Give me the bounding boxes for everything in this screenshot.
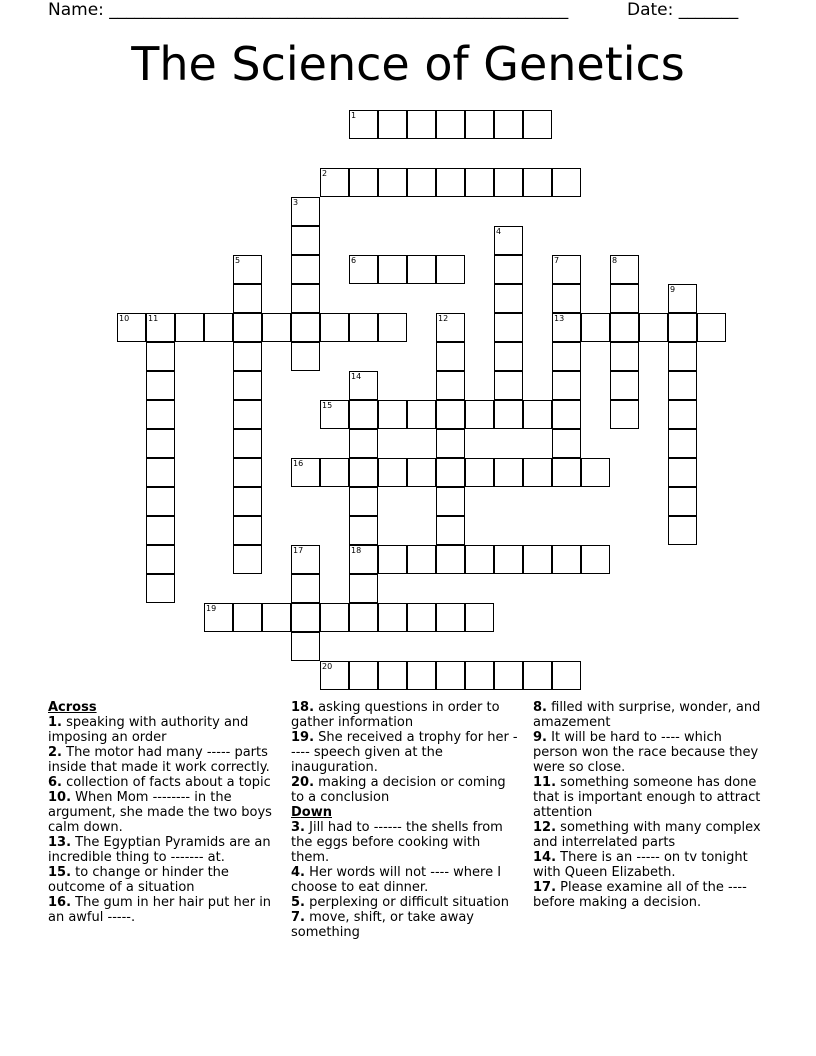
clue-number: 7. (291, 910, 305, 925)
clue-text: The motor had many ----- parts inside that made it work correctly. (48, 745, 270, 775)
across-heading: Across (48, 700, 97, 715)
grid-cell[interactable] (349, 255, 378, 284)
grid-cell[interactable] (378, 400, 407, 429)
grid-cell[interactable] (233, 516, 262, 545)
grid-cell[interactable] (233, 545, 262, 574)
grid-cell[interactable] (581, 545, 610, 574)
grid-cell[interactable] (523, 110, 552, 139)
cell-number: 2 (322, 169, 328, 178)
clue-text: something someone has done that is important enough to attract attention (533, 775, 761, 820)
clue-down-14 (533, 850, 763, 880)
grid-cell[interactable] (291, 255, 320, 284)
grid-cell[interactable] (465, 458, 494, 487)
clue-across-13 (48, 835, 273, 865)
grid-cell[interactable] (465, 168, 494, 197)
grid-cell[interactable] (465, 400, 494, 429)
grid-cell[interactable] (349, 400, 378, 429)
grid-cell[interactable] (552, 313, 581, 342)
clue-number: 4. (291, 865, 305, 880)
grid-cell[interactable] (436, 603, 465, 632)
cell-number: 1 (351, 111, 357, 120)
grid-cell[interactable] (523, 661, 552, 690)
grid-cell[interactable] (494, 226, 523, 255)
cell-number: 20 (322, 662, 333, 671)
grid-cell[interactable] (407, 168, 436, 197)
cell-number: 10 (119, 314, 130, 323)
grid-cell[interactable] (668, 371, 697, 400)
grid-cell[interactable] (378, 110, 407, 139)
grid-cell[interactable] (610, 255, 639, 284)
clue-across-19 (291, 730, 521, 775)
grid-cell[interactable] (668, 284, 697, 313)
name-field[interactable]: Name: ______________________________________________________ (48, 0, 569, 20)
grid-cell[interactable] (407, 603, 436, 632)
clue-down-11 (533, 775, 763, 820)
grid-cell[interactable] (146, 487, 175, 516)
cell-number: 12 (438, 314, 449, 323)
clue-across-2 (48, 745, 273, 775)
grid-cell[interactable] (552, 255, 581, 284)
clue-text: speaking with authority and imposing an order (48, 715, 249, 745)
grid-cell[interactable] (320, 313, 349, 342)
grid-cell[interactable] (436, 545, 465, 574)
clue-text: asking questions in order to gather information (291, 700, 500, 730)
grid-cell[interactable] (668, 458, 697, 487)
clue-number: 3. (291, 820, 305, 835)
grid-cell[interactable] (349, 574, 378, 603)
grid-cell[interactable] (146, 342, 175, 371)
grid-cell[interactable] (668, 487, 697, 516)
cell-number: 8 (612, 256, 618, 265)
grid-cell[interactable] (204, 313, 233, 342)
grid-cell[interactable] (436, 661, 465, 690)
grid-cell[interactable] (436, 371, 465, 400)
clue-number: 9. (533, 730, 547, 745)
clue-text: There is an ----- on tv tonight with Queen Elizabeth. (533, 850, 748, 880)
grid-cell[interactable] (436, 516, 465, 545)
grid-cell[interactable] (523, 458, 552, 487)
grid-cell[interactable] (349, 603, 378, 632)
page-title: The Science of Genetics (131, 37, 685, 91)
grid-cell[interactable] (552, 429, 581, 458)
grid-cell[interactable] (610, 400, 639, 429)
grid-cell[interactable] (436, 487, 465, 516)
clue-column-3 (533, 700, 763, 910)
clue-number: 2. (48, 745, 62, 760)
clue-number: 18. (291, 700, 315, 715)
grid-cell[interactable] (349, 516, 378, 545)
clue-column-1 (48, 700, 273, 925)
clue-text: filled with surprise, wonder, and amazement (533, 700, 761, 730)
clue-across-16 (48, 895, 273, 925)
grid-cell[interactable] (146, 371, 175, 400)
clue-down-3 (291, 820, 521, 865)
grid-cell[interactable] (175, 313, 204, 342)
clue-number: 12. (533, 820, 557, 835)
grid-cell[interactable] (668, 429, 697, 458)
grid-cell[interactable] (639, 313, 668, 342)
grid-cell[interactable] (465, 110, 494, 139)
grid-cell[interactable] (291, 545, 320, 574)
grid-cell[interactable] (407, 545, 436, 574)
clue-number: 1. (48, 715, 62, 730)
clue-down-8 (533, 700, 763, 730)
grid-cell[interactable] (378, 458, 407, 487)
grid-cell[interactable] (378, 255, 407, 284)
clue-number: 14. (533, 850, 557, 865)
grid-cell[interactable] (291, 197, 320, 226)
clue-down-12 (533, 820, 763, 850)
grid-cell[interactable] (146, 574, 175, 603)
down-heading: Down (291, 805, 332, 820)
cell-number: 4 (496, 227, 502, 236)
grid-cell[interactable] (552, 400, 581, 429)
grid-cell[interactable] (668, 342, 697, 371)
grid-cell[interactable] (378, 661, 407, 690)
clue-text: The Egyptian Pyramids are an incredible thing to ------- at. (48, 835, 271, 865)
clue-text: She received a trophy for her ----- speech given at the inauguration. (291, 730, 518, 775)
grid-cell[interactable] (233, 458, 262, 487)
grid-cell[interactable] (291, 458, 320, 487)
grid-cell[interactable] (291, 313, 320, 342)
cell-number: 15 (322, 401, 333, 410)
grid-cell[interactable] (233, 400, 262, 429)
grid-cell[interactable] (262, 313, 291, 342)
grid-cell[interactable] (436, 429, 465, 458)
grid-cell[interactable] (320, 661, 349, 690)
grid-cell[interactable] (349, 168, 378, 197)
clue-text: When Mom -------- in the argument, she made the two boys calm down. (48, 790, 272, 835)
clue-number: 10. (48, 790, 72, 805)
clue-number: 5. (291, 895, 305, 910)
grid-cell[interactable] (117, 313, 146, 342)
grid-cell[interactable] (610, 313, 639, 342)
grid-cell[interactable] (407, 458, 436, 487)
clue-text: collection of facts about a topic (66, 775, 271, 790)
grid-cell[interactable] (552, 371, 581, 400)
clue-across-15 (48, 865, 273, 895)
grid-cell[interactable] (233, 371, 262, 400)
grid-cell[interactable] (465, 603, 494, 632)
clue-number: 8. (533, 700, 547, 715)
grid-cell[interactable] (146, 516, 175, 545)
grid-cell[interactable] (320, 458, 349, 487)
grid-cell[interactable] (552, 168, 581, 197)
grid-cell[interactable] (494, 110, 523, 139)
cell-number: 6 (351, 256, 357, 265)
grid-cell[interactable] (291, 342, 320, 371)
clue-number: 15. (48, 865, 72, 880)
grid-cell[interactable] (407, 400, 436, 429)
grid-cell[interactable] (233, 342, 262, 371)
clue-text: making a decision or coming to a conclusion (291, 775, 506, 805)
clue-down-4 (291, 865, 521, 895)
grid-cell[interactable] (668, 400, 697, 429)
clue-text: move, shift, or take away something (291, 910, 474, 940)
clue-across-18 (291, 700, 521, 730)
grid-cell[interactable] (378, 168, 407, 197)
clue-number: 13. (48, 835, 72, 850)
clue-down-7 (291, 910, 521, 940)
grid-cell[interactable] (668, 313, 697, 342)
grid-cell[interactable] (436, 168, 465, 197)
grid-cell[interactable] (233, 255, 262, 284)
grid-cell[interactable] (494, 458, 523, 487)
grid-cell[interactable] (465, 545, 494, 574)
grid-cell[interactable] (436, 110, 465, 139)
cell-number: 14 (351, 372, 362, 381)
clue-text: Please examine all of the ---- before making a decision. (533, 880, 747, 910)
grid-cell[interactable] (581, 313, 610, 342)
grid-cell[interactable] (320, 400, 349, 429)
grid-cell[interactable] (494, 371, 523, 400)
grid-cell[interactable] (291, 284, 320, 313)
grid-cell[interactable] (349, 661, 378, 690)
clue-column-2 (291, 700, 521, 940)
grid-cell[interactable] (465, 661, 494, 690)
clue-number: 16. (48, 895, 72, 910)
grid-cell[interactable] (523, 400, 552, 429)
grid-cell[interactable] (436, 458, 465, 487)
grid-cell[interactable] (378, 603, 407, 632)
cell-number: 18 (351, 546, 362, 555)
grid-cell[interactable] (146, 545, 175, 574)
grid-cell[interactable] (494, 545, 523, 574)
grid-cell[interactable] (523, 545, 552, 574)
clue-down-17 (533, 880, 763, 910)
grid-cell[interactable] (349, 458, 378, 487)
grid-cell[interactable] (436, 255, 465, 284)
clue-text: to change or hinder the outcome of a situation (48, 865, 229, 895)
grid-cell[interactable] (378, 545, 407, 574)
cell-number: 9 (670, 285, 676, 294)
clue-text: something with many complex and interrelated parts (533, 820, 761, 850)
grid-cell[interactable] (349, 313, 378, 342)
grid-cell[interactable] (494, 168, 523, 197)
grid-cell[interactable] (552, 661, 581, 690)
grid-cell[interactable] (291, 603, 320, 632)
grid-cell[interactable] (233, 313, 262, 342)
grid-cell[interactable] (610, 342, 639, 371)
cell-number: 3 (293, 198, 299, 207)
clue-text: perplexing or difficult situation (309, 895, 509, 910)
clue-text: Her words will not ---- where I choose to eat dinner. (291, 865, 502, 895)
grid-cell[interactable] (349, 487, 378, 516)
grid-cell[interactable] (320, 168, 349, 197)
clue-number: 11. (533, 775, 557, 790)
cell-number: 17 (293, 546, 304, 555)
grid-cell[interactable] (146, 313, 175, 342)
clue-across-20 (291, 775, 521, 805)
clue-number: 6. (48, 775, 62, 790)
grid-cell[interactable] (436, 342, 465, 371)
grid-cell[interactable] (349, 371, 378, 400)
date-field[interactable]: Date: _______ (627, 0, 739, 20)
grid-cell[interactable] (494, 400, 523, 429)
cell-number: 5 (235, 256, 241, 265)
clue-number: 17. (533, 880, 557, 895)
grid-cell[interactable] (349, 110, 378, 139)
grid-cell[interactable] (494, 255, 523, 284)
grid-cell[interactable] (494, 661, 523, 690)
grid-cell[interactable] (494, 313, 523, 342)
cell-number: 11 (148, 314, 159, 323)
clue-text: It will be hard to ---- which person won the race because they were so close. (533, 730, 759, 775)
grid-cell[interactable] (349, 429, 378, 458)
grid-cell[interactable] (146, 429, 175, 458)
grid-cell[interactable] (552, 545, 581, 574)
grid-cell[interactable] (233, 603, 262, 632)
cell-number: 13 (554, 314, 565, 323)
grid-cell[interactable] (581, 458, 610, 487)
grid-cell[interactable] (436, 313, 465, 342)
clue-down-9 (533, 730, 763, 775)
clue-down-5 (291, 895, 521, 910)
grid-cell[interactable] (291, 226, 320, 255)
grid-cell[interactable] (697, 313, 726, 342)
grid-cell[interactable] (262, 603, 291, 632)
grid-cell[interactable] (146, 400, 175, 429)
clue-text: The gum in her hair put her in an awful -----. (48, 895, 272, 925)
grid-cell[interactable] (204, 603, 233, 632)
cell-number: 16 (293, 459, 304, 468)
grid-cell[interactable] (407, 255, 436, 284)
grid-cell[interactable] (349, 545, 378, 574)
clue-across-1 (48, 715, 273, 745)
cell-number: 7 (554, 256, 560, 265)
cell-number: 19 (206, 604, 217, 613)
grid-cell[interactable] (523, 168, 552, 197)
grid-cell[interactable] (610, 284, 639, 313)
clue-number: 20. (291, 775, 315, 790)
grid-cell[interactable] (407, 661, 436, 690)
grid-cell[interactable] (233, 429, 262, 458)
clue-across-10 (48, 790, 273, 835)
grid-cell[interactable] (146, 458, 175, 487)
grid-cell[interactable] (552, 284, 581, 313)
grid-cell[interactable] (291, 632, 320, 661)
grid-cell[interactable] (436, 400, 465, 429)
grid-cell[interactable] (494, 284, 523, 313)
grid-cell[interactable] (668, 516, 697, 545)
clue-across-6 (48, 775, 273, 790)
grid-cell[interactable] (552, 458, 581, 487)
grid-cell[interactable] (233, 284, 262, 313)
grid-cell[interactable] (494, 342, 523, 371)
clue-text: Jill had to ------ the shells from the eggs before cooking with them. (291, 820, 503, 865)
grid-cell[interactable] (291, 574, 320, 603)
grid-cell[interactable] (610, 371, 639, 400)
grid-cell[interactable] (320, 603, 349, 632)
grid-cell[interactable] (407, 110, 436, 139)
grid-cell[interactable] (552, 342, 581, 371)
clue-number: 19. (291, 730, 315, 745)
grid-cell[interactable] (233, 487, 262, 516)
grid-cell[interactable] (378, 313, 407, 342)
